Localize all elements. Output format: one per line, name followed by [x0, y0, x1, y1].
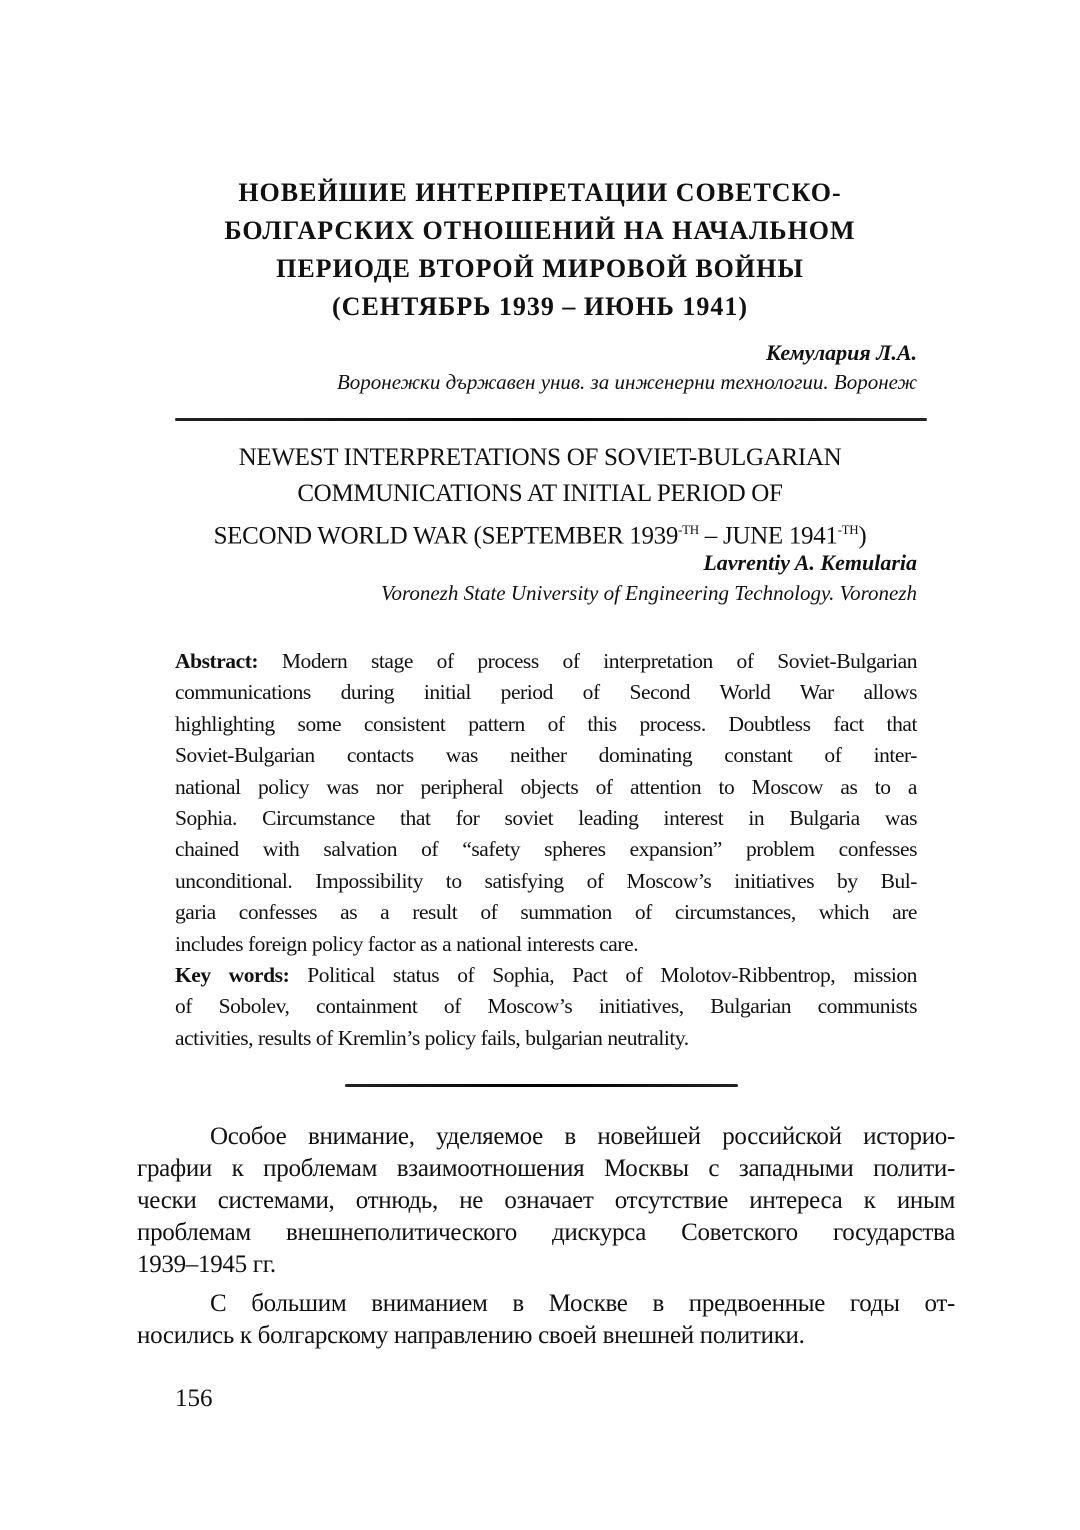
- abstract-line: unconditional. Impossibility to satisfying of Moscow’s initiatives by Bul-: [175, 868, 917, 893]
- affiliation-ru: Воронежки държавен унив. за инженерни технологии. Воронеж: [336, 370, 917, 394]
- title-line: (СЕНТЯБРЬ 1939 – ИЮНЬ 1941): [332, 292, 748, 321]
- affiliation-en: Voronezh State University of Engineering Technology. Voronezh: [380, 581, 917, 605]
- author-en: Lavrentiy A. Kemularia: [703, 550, 917, 575]
- keywords-line: Key words: Political status of Sophia, Pact of Molotov-Ribbentrop, mission: [175, 963, 917, 988]
- page-number: 156: [175, 1385, 213, 1412]
- abstract-line: chained with salvation of “safety spheres expansion” problem confesses: [175, 837, 917, 862]
- abstract-label: Abstract:: [175, 649, 259, 673]
- abstract-line: includes foreign policy factor as a national interests care.: [175, 931, 639, 956]
- title-line: NEWEST INTERPRETATIONS OF SOVIET-BULGARIAN: [238, 444, 842, 471]
- keywords-label: Key words:: [175, 963, 290, 988]
- title-line: НОВЕЙШИЕ ИНТЕРПРЕТАЦИИ СОВЕТСКО-: [238, 178, 842, 207]
- body-line: Особое внимание, уделяемое в новейшей российской историо-: [210, 1123, 955, 1150]
- abstract: [175, 646, 917, 1054]
- abstract-line: garia confesses as a result of summation of circumstances, which are: [175, 900, 917, 925]
- body-text: [137, 1121, 955, 1352]
- abstract-line: national policy was nor peripheral objects of attention to Moscow as to a: [175, 774, 917, 799]
- body-line: графии к проблемам взаимоотношения Москвы с западными полити-: [137, 1155, 955, 1182]
- title-line: COMMUNICATIONS AT INITIAL PERIOD OF: [297, 480, 783, 507]
- title-ru: [140, 174, 940, 326]
- abstract-line: highlighting some consistent pattern of this process. Doubtless fact that: [175, 711, 917, 736]
- abstract-line: communications during initial period of Second World War allows: [175, 680, 917, 705]
- body-line: проблемам внешнеполитического дискурса Советского государства: [137, 1219, 955, 1246]
- divider: [175, 418, 927, 421]
- title-line: ПЕРИОДЕ ВТОРОЙ МИРОВОЙ ВОЙНЫ: [276, 254, 804, 283]
- title-en: [140, 440, 940, 554]
- author-ru: Кемулария Л.А.: [766, 340, 917, 365]
- title-line: SECOND WORLD WAR (SEPTEMBER $1939^{-TH}$ – JUNE $1941^{-TH}$): [213, 522, 867, 550]
- body-line: 1939–1945 гг.: [137, 1251, 276, 1278]
- keywords-line: activities, results of Kremlin’s policy fails, bulgarian neutrality.: [175, 1025, 689, 1050]
- keywords-line: of Sobolev, containment of Moscow’s initiatives, Bulgarian communists: [175, 994, 917, 1019]
- abstract-line: Soviet-Bulgarian contacts was neither dominating constant of inter-: [175, 743, 917, 768]
- abstract-line: Sophia. Circumstance that for soviet leading interest in Bulgaria was: [175, 806, 917, 831]
- title-line: БОЛГАРСКИХ ОТНОШЕНИЙ НА НАЧАЛЬНОМ: [224, 216, 856, 245]
- body-line: носились к болгарскому направлению своей внешней политики.: [137, 1322, 805, 1349]
- body-line: чески системами, отнюдь, не означает отсутствие интереса к иным: [137, 1187, 955, 1214]
- abstract-line: Abstract: Modern stage of process of interpretation of Soviet-Bulgarian: [175, 649, 917, 673]
- body-line: С большим вниманием в Москве в предвоенные годы от-: [210, 1290, 955, 1317]
- divider: [345, 1084, 738, 1087]
